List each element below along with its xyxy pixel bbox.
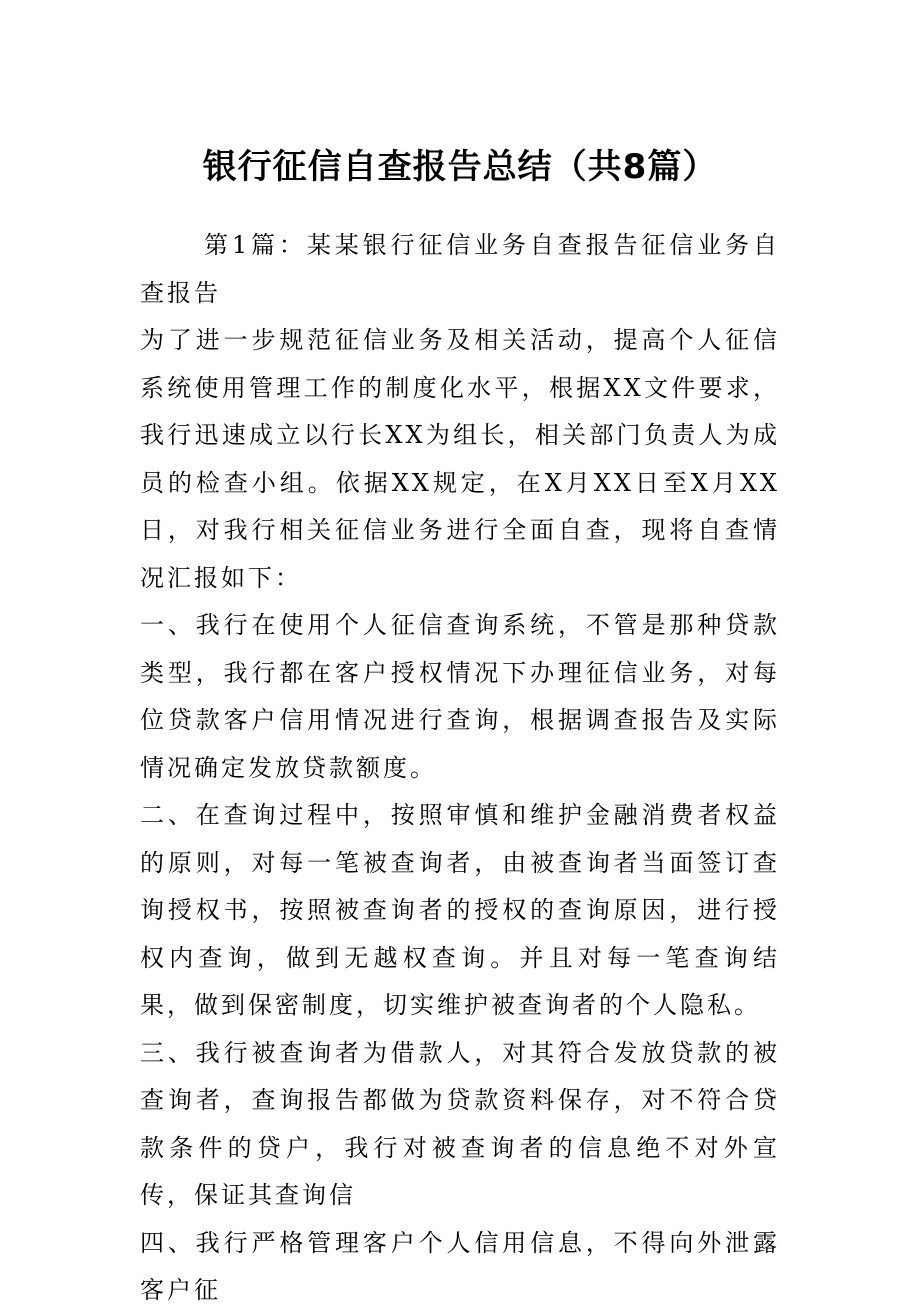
paragraph-item-3: 三、我行被查询者为借款人，对其符合发放贷款的被查询者，查询报告都做为贷款资料保存，对不符合贷款条件的贷户，我行对被查询者的信息绝不对外宣传，保证其查询信 — [140, 1038, 780, 1209]
paragraph-item-2: 二、在查询过程中，按照审慎和维护金融消费者权益的原则，对每一笔被查询者，由被查询者当面签订查询授权书，按照被查询者的授权的查询原因，进行授权内查询，做到无越权查询。并且对每一笔查询结果，做到保密制度，切实维护被查询者的个人隐私。 — [140, 801, 780, 1019]
document-title: 银行征信自查报告总结（共8篇） — [202, 147, 718, 187]
paragraph-item-4: 四、我行严格管理客户个人信用信息，不得向外泄露客户征 — [140, 1228, 780, 1304]
paragraph-heading: 第1篇：某某银行征信业务自查报告征信业务自查报告 — [140, 231, 780, 307]
paragraph-intro: 为了进一步规范征信业务及相关活动，提高个人征信系统使用管理工作的制度化水平，根据XX文件要求，我行迅速成立以行长XX为组长，相关部门负责人为成员的检查小组。依据XX规定，在X月XX日至X月XX日，对我行相关征信业务进行全面自查，现将自查情况汇报如下： — [140, 326, 780, 592]
document-body — [140, 222, 780, 1315]
paragraph-item-1: 一、我行在使用个人征信查询系统，不管是那种贷款类型，我行都在客户授权情况下办理征信业务，对每位贷款客户信用情况进行查询，根据调查报告及实际情况确定发放贷款额度。 — [140, 611, 780, 782]
